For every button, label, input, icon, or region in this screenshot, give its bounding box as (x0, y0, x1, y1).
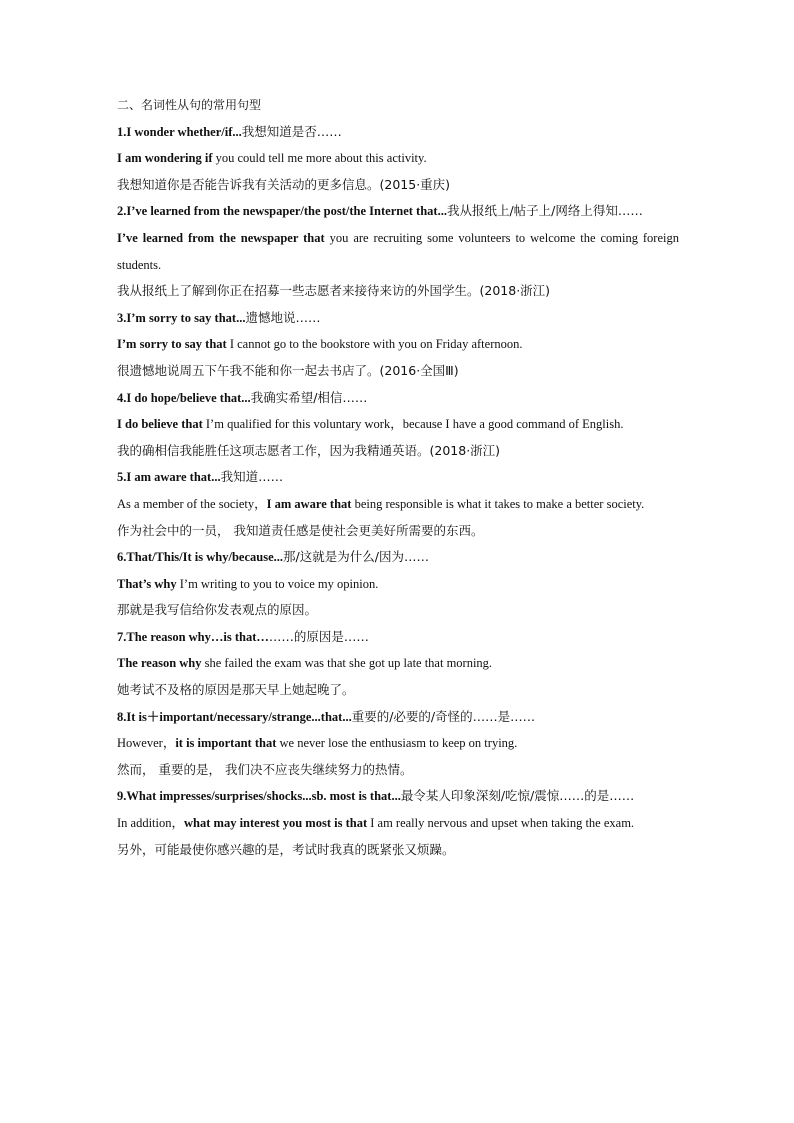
example-sentence (117, 491, 679, 518)
pattern-heading-chinese: 我知道…… (220, 469, 284, 485)
pattern-heading-english: 4.I do hope/believe that... (117, 390, 251, 405)
example-sentence (117, 650, 679, 677)
chinese-translation: 我的确相信我能胜任这项志愿者工作，因为我精通英语。(2018·浙江) (117, 442, 501, 458)
chinese-translation: 我想知道你是否能告诉我有关活动的更多信息。(2015·重庆) (117, 176, 451, 192)
pattern-heading-english: 5.I am aware that... (117, 470, 221, 485)
example-sentence (117, 145, 679, 172)
pattern-heading-english: 1.I wonder whether/if... (117, 124, 242, 139)
sentence-pattern-item (117, 119, 679, 199)
pattern-heading (117, 783, 679, 810)
example-sentence (117, 810, 679, 837)
chinese-translation: 我从报纸上了解到你正在招募一些志愿者来接待来访的外国学生。(2018·浙江) (117, 283, 551, 299)
example-sentence (117, 571, 679, 598)
example-key-phrase: it is important that (175, 736, 277, 751)
example-sentence (117, 730, 679, 757)
example-sentence (117, 225, 679, 278)
chinese-translation: 作为社会中的一员， 我知道责任感是使社会更美好所需要的东西。 (117, 522, 484, 538)
pattern-heading (117, 305, 679, 332)
example-key-phrase: I’m sorry to say that (117, 337, 227, 352)
chinese-translation: 然而， 重要的是， 我们决不应丧失继续努力的热情。 (117, 761, 413, 777)
example-sentence (117, 411, 679, 438)
pattern-heading (117, 544, 679, 571)
example-rest: you are recruiting some volunteers to welcome the coming foreign students. (117, 230, 679, 272)
sentence-pattern-list (117, 119, 679, 864)
pattern-heading (117, 119, 679, 146)
example-key-phrase: I do believe that (117, 417, 203, 432)
example-rest: I’m qualified for this voluntary work，because I have a good command of English. (202, 417, 624, 432)
example-rest: she failed the exam was that she got up late that morning. (201, 656, 493, 671)
example-key-phrase: what may interest you most is that (184, 816, 368, 831)
example-key-phrase: That’s why (117, 576, 177, 591)
pattern-heading-chinese: ……的原因是…… (268, 628, 369, 644)
sentence-pattern-item (117, 464, 679, 544)
sentence-pattern-item (117, 198, 679, 304)
example-key-phrase: I’ve learned from the newspaper that (117, 230, 325, 245)
pattern-heading-chinese: 那/这就是为什么/因为…… (283, 549, 429, 565)
pattern-heading-english: 8.It is＋important/necessary/strange...that... (117, 709, 352, 724)
chinese-translation: 那就是我写信给你发表观点的原因。 (117, 602, 318, 618)
example-prefix: In addition， (117, 816, 185, 831)
document-page (117, 92, 679, 863)
pattern-heading-chinese: 我确实希望/相信…… (250, 389, 368, 405)
sentence-pattern-item (117, 783, 679, 863)
pattern-heading-chinese: 我从报纸上/帖子上/网络上得知…… (446, 203, 643, 219)
example-prefix: However， (117, 736, 176, 751)
pattern-heading-chinese: 我想知道是否…… (241, 123, 342, 139)
pattern-heading (117, 704, 679, 731)
pattern-heading-chinese: 重要的/必要的/奇怪的……是…… (351, 708, 536, 724)
pattern-heading (117, 464, 679, 491)
example-prefix: As a member of the society， (117, 496, 267, 511)
example-key-phrase: I am wondering if (117, 151, 213, 166)
pattern-heading-english: 2.I’ve learned from the newspaper/the post/the Internet that... (117, 204, 447, 219)
example-key-phrase: The reason why (117, 656, 202, 671)
example-rest: we never lose the enthusiasm to keep on trying. (276, 736, 518, 751)
sentence-pattern-item (117, 624, 679, 704)
pattern-heading (117, 624, 679, 651)
pattern-heading-english: 9.What impresses/surprises/shocks...sb. most is that... (117, 789, 401, 804)
sentence-pattern-item (117, 544, 679, 624)
sentence-pattern-item (117, 385, 679, 465)
example-key-phrase: I am aware that (266, 496, 352, 511)
chinese-translation: 她考试不及格的原因是那天早上她起晚了。 (117, 682, 355, 698)
sentence-pattern-item (117, 704, 679, 784)
chinese-translation: 另外，可能最使你感兴趣的是，考试时我真的既紧张又烦躁。 (117, 841, 455, 857)
pattern-heading-english: 7.The reason why…is that… (117, 629, 269, 644)
sentence-pattern-item (117, 305, 679, 385)
pattern-heading-chinese: 遗憾地说…… (245, 309, 321, 325)
section-title: 二、名词性从句的常用句型 (117, 98, 262, 112)
chinese-translation: 很遗憾地说周五下午我不能和你一起去书店了。(2016·全国Ⅲ) (117, 362, 459, 378)
pattern-heading-english: 3.I’m sorry to say that... (117, 310, 246, 325)
pattern-heading-chinese: 最令某人印象深刻/吃惊/震惊……的是…… (400, 788, 635, 804)
example-rest: I cannot go to the bookstore with you on Friday afternoon. (226, 337, 523, 352)
example-rest: being responsible is what it takes to make a better society. (351, 496, 645, 511)
example-rest: I’m writing to you to voice my opinion. (176, 576, 379, 591)
pattern-heading (117, 385, 679, 412)
pattern-heading-english: 6.That/This/It is why/because... (117, 550, 284, 565)
example-rest: you could tell me more about this activity. (212, 151, 427, 166)
example-rest: I am really nervous and upset when taking the exam. (367, 816, 635, 831)
example-sentence (117, 331, 679, 358)
pattern-heading (117, 198, 679, 225)
